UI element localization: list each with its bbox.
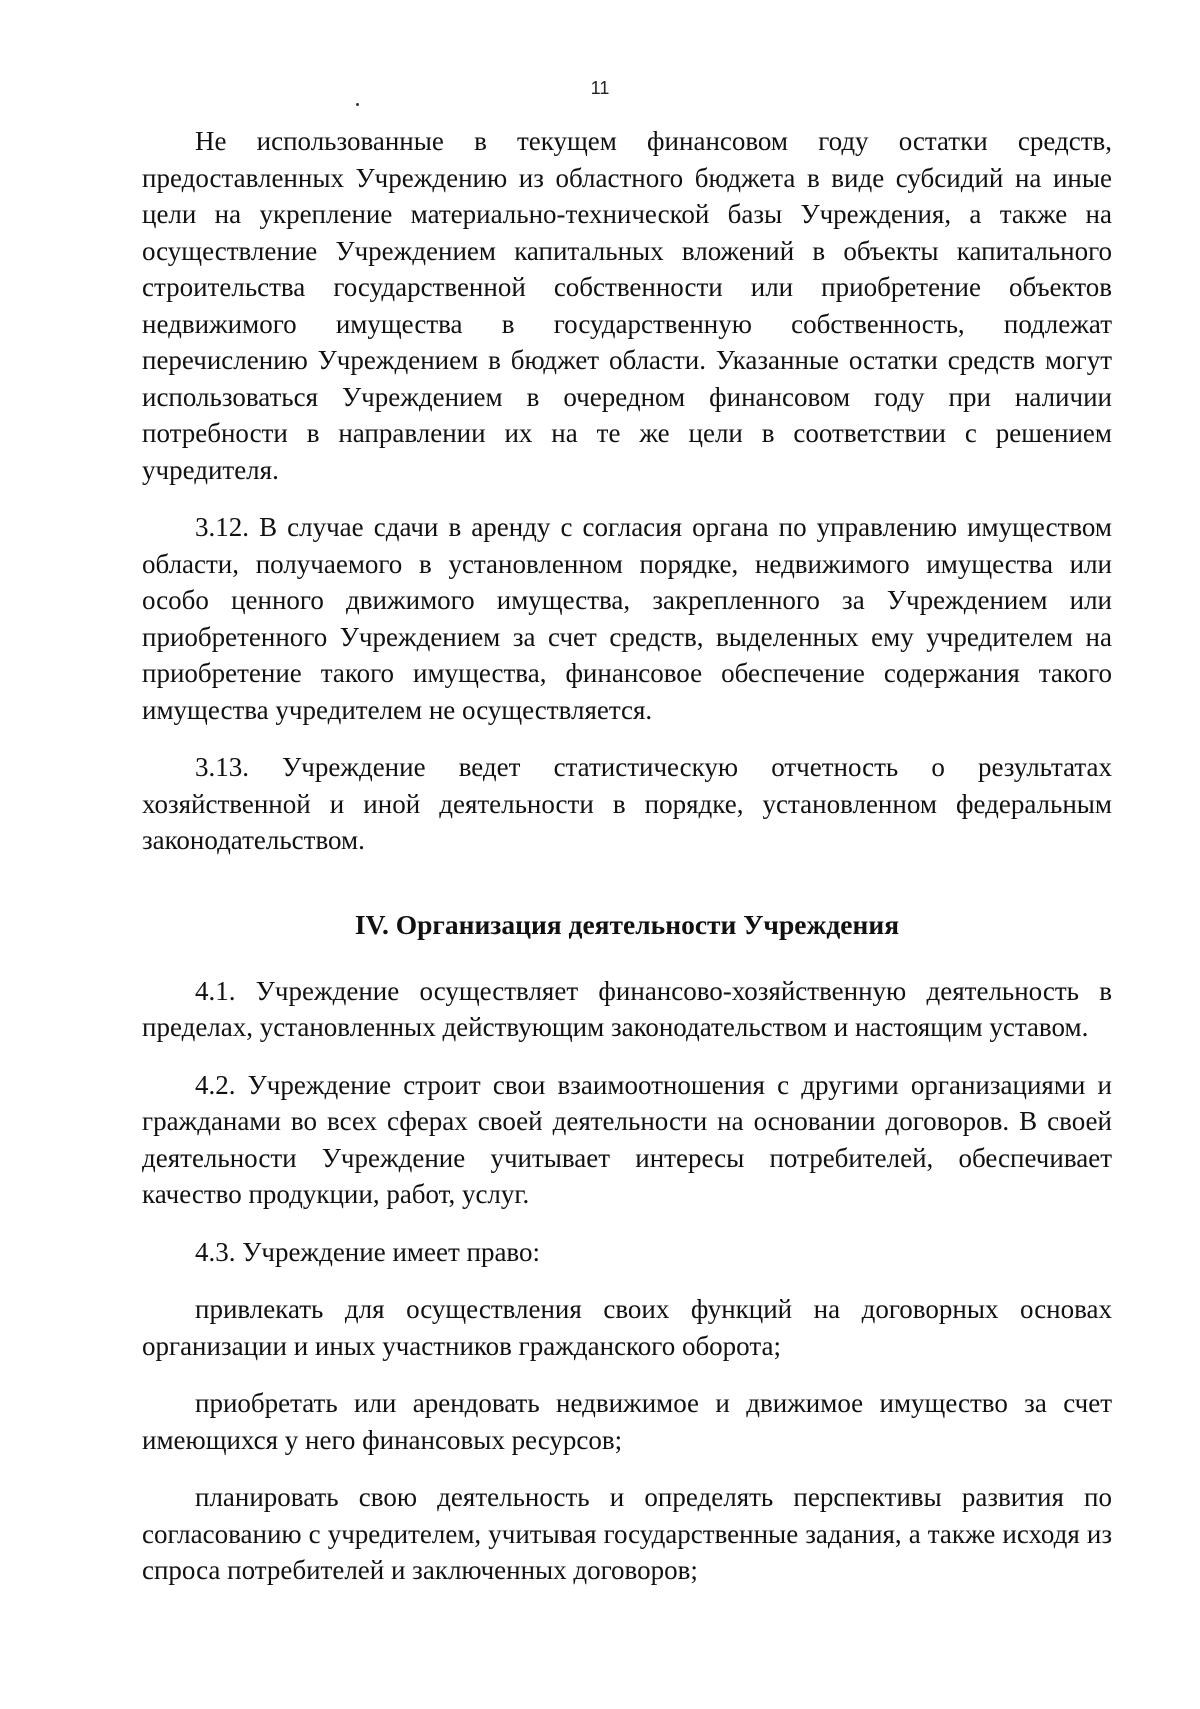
- document-body: [142, 123, 1112, 1589]
- list-item-acquire: приобретать или арендовать недвижимое и движимое имущество за счет имеющихся у него финансовых ресурсов;: [142, 1388, 1112, 1455]
- list-item-plan: планировать свою деятельность и определять перспективы развития по согласованию с учредителем, учитывая государственные задания, а также исходя из спроса потребителей и заключенных договоров;: [142, 1482, 1112, 1585]
- paragraph-4-2: 4.2. Учреждение строит свои взаимоотношения с другими организациями и гражданами во всех сферах своей деятельности на основании договоров. В своей деятельности Учреждение учитывает интересы потребителей, обеспечивает качество продукции, работ, услуг.: [142, 1069, 1112, 1209]
- paragraph-4-3: 4.3. Учреждение имеет право:: [195, 1236, 540, 1267]
- list-item-attract: привлекать для осуществления своих функций на договорных основах организации и иных участников гражданского оборота;: [142, 1294, 1112, 1361]
- paragraph-unused-funds: Не использованные в текущем финансовом году остатки средств, предоставленных Учреждению из областного бюджета в виде субсидий на иные цели на укрепление материально-технической базы Учреждения, а также на осуществление Учреждением капитальных вложений в объекты капитального строительства государственной собственности или приобретение объектов недвижимого имущества в государственную собственность, подлежат перечислению Учреждением в бюджет области. Указанные остатки средств могут использоваться Учреждением в очередном финансовом году при наличии потребности в направлении их на те же цели в соответствии с решением учредителя.: [142, 126, 1112, 485]
- paragraph-3-13: 3.13. Учреждение ведет статистическую отчетность о результатах хозяйственной и иной деятельности в порядке, установленном федеральным законодательством.: [142, 752, 1112, 855]
- scan-speck: [356, 103, 359, 106]
- paragraph-3-12: 3.12. В случае сдачи в аренду с согласия органа по управлению имуществом области, получаемого в установленном порядке, недвижимого имущества или особо ценного движимого имущества, закрепленного за Учреждением или приобретенного Учреждением за счет средств, выделенных ему учредителем на приобретение такого имущества, финансовое обеспечение содержания такого имущества учредителем не осуществляется.: [142, 512, 1112, 725]
- section-heading: IV. Организация деятельности Учреждения: [354, 908, 900, 940]
- page-number: 11: [590, 78, 610, 98]
- paragraph-4-1: 4.1. Учреждение осуществляет финансово-хозяйственную деятельность в пределах, установленных действующим законодательством и настоящим уставом.: [142, 975, 1112, 1042]
